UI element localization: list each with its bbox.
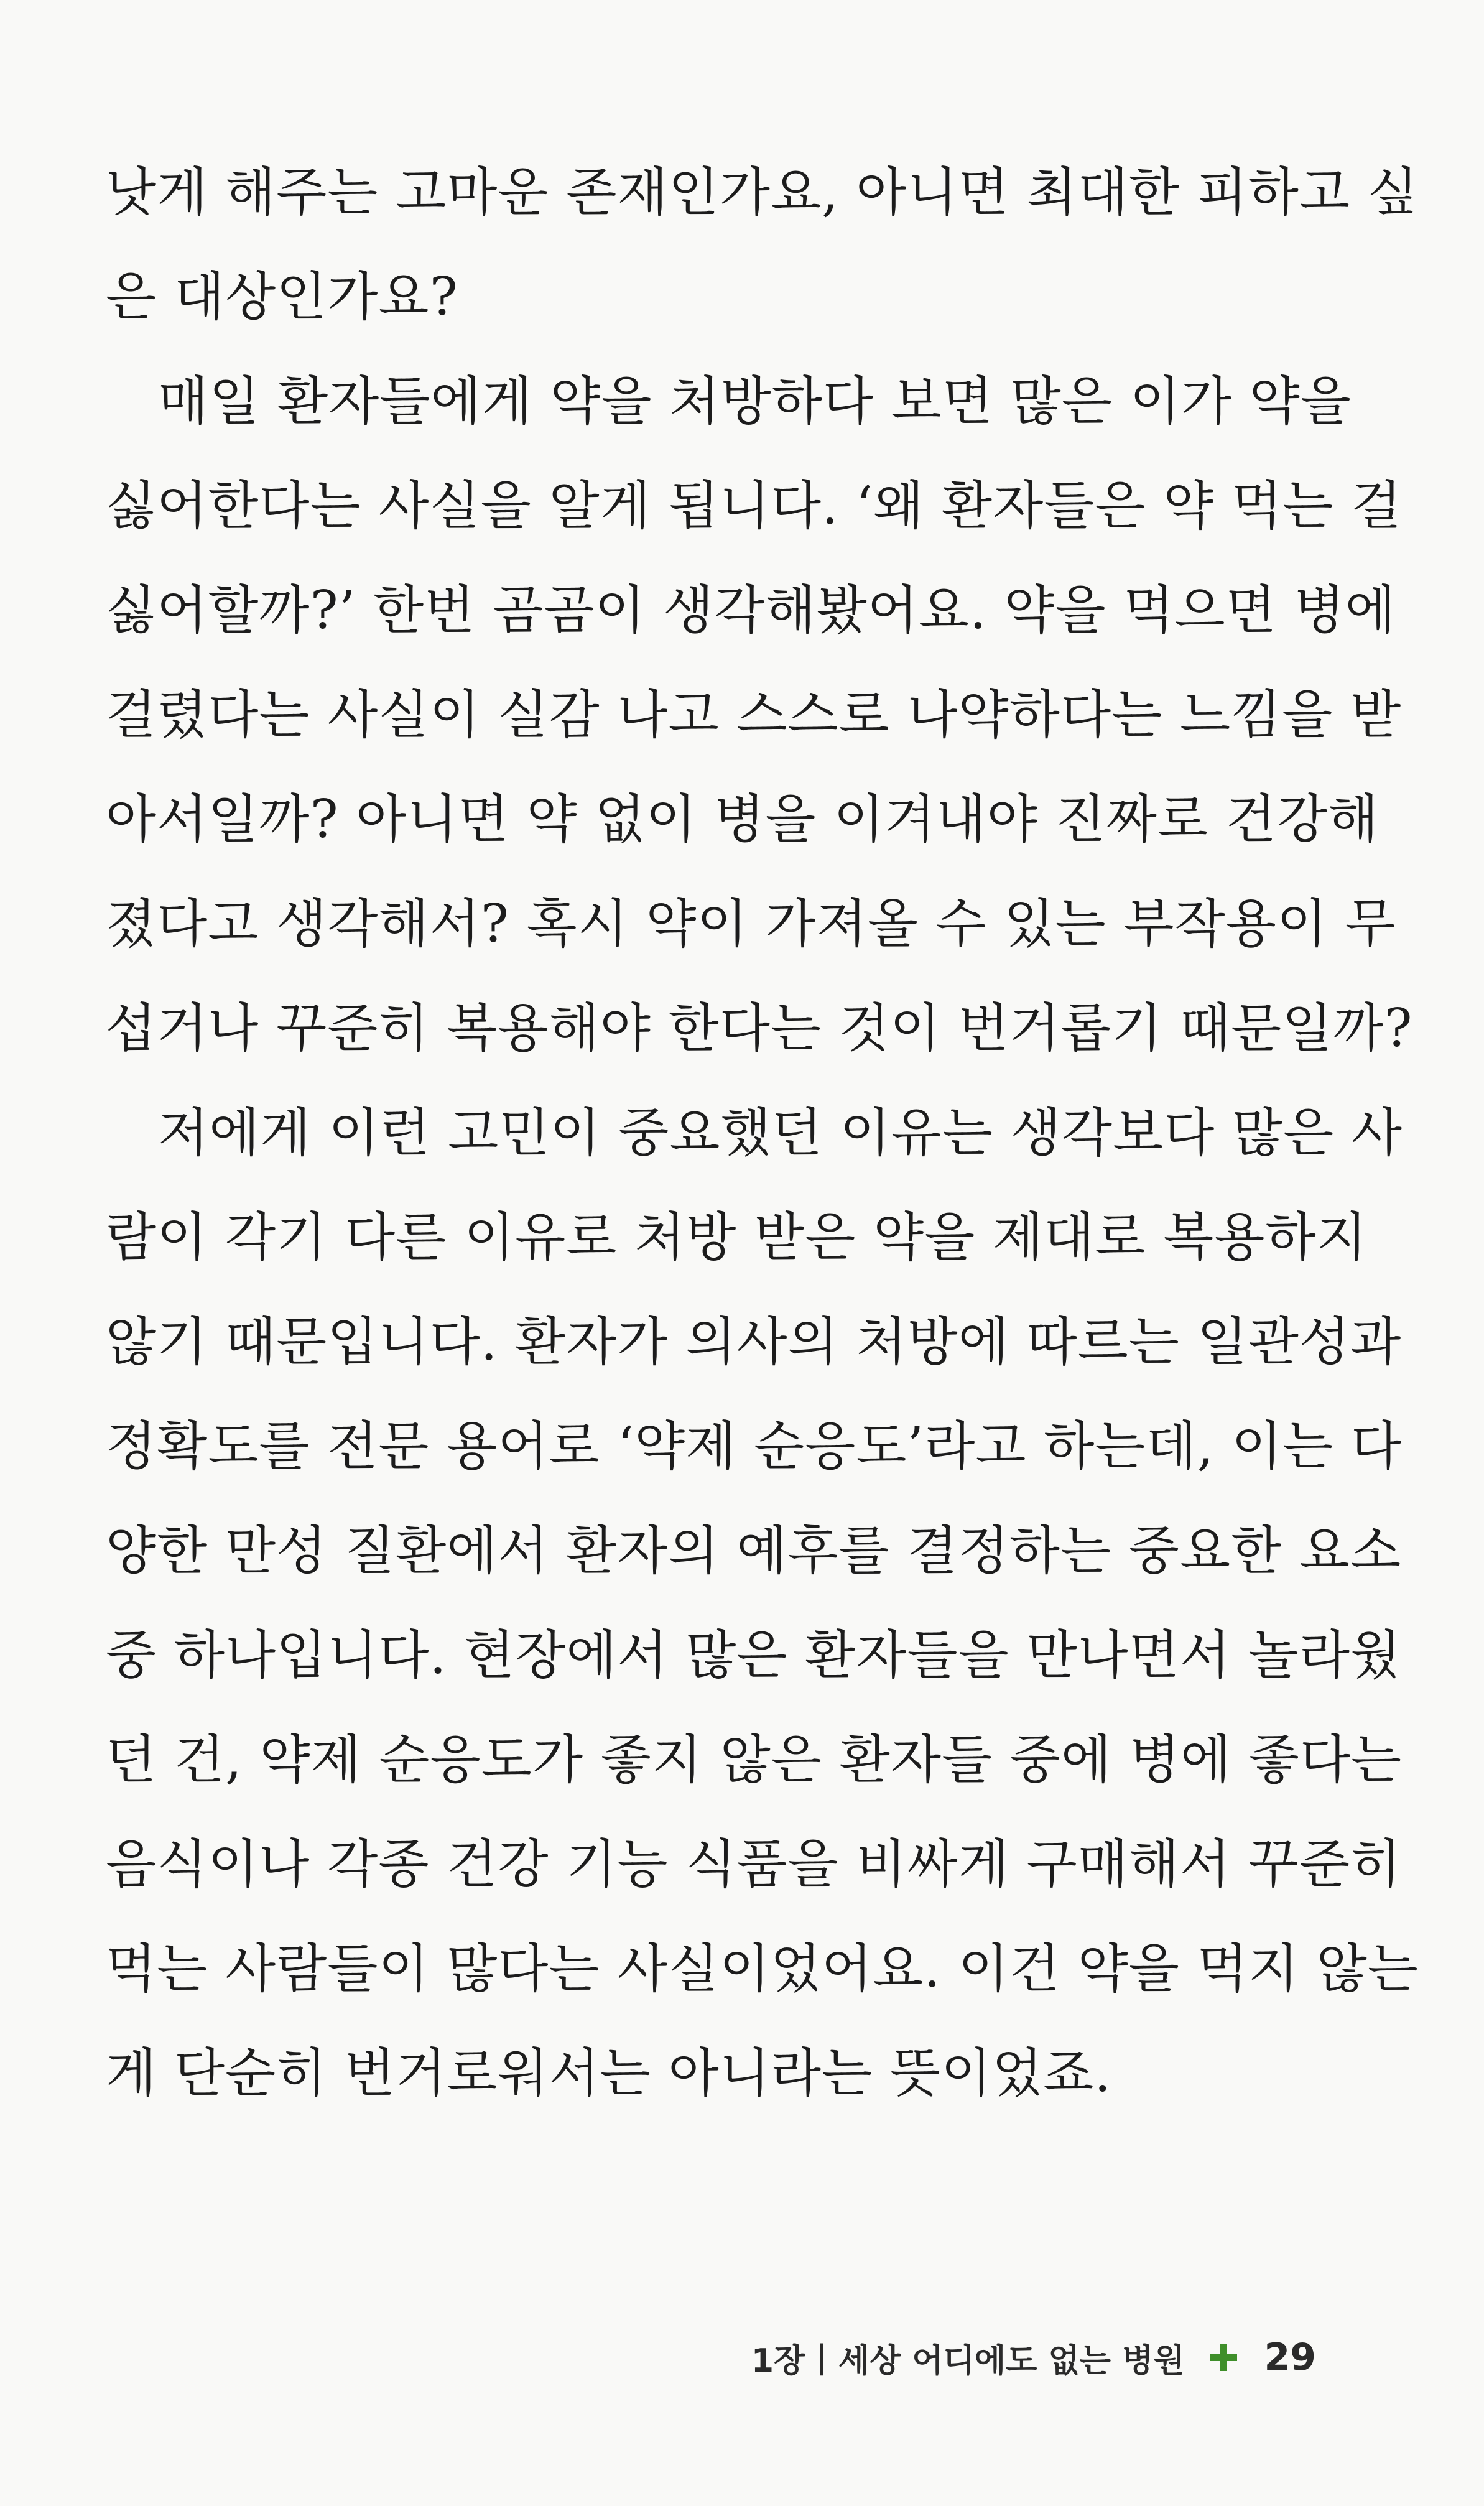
text-line: 저에게 이런 고민이 중요했던 이유는 생각보다 많은 사 [158, 1102, 1403, 1163]
text-line: 중 하나입니다. 현장에서 많은 환자들을 만나면서 놀라웠 [106, 1625, 1402, 1686]
text-line: 정확도를 전문 용어로 ‘약제 순응도’라고 하는데, 이는 다 [106, 1416, 1403, 1477]
text-line: 않기 때문입니다. 환자가 의사의 처방에 따르는 일관성과 [106, 1311, 1402, 1372]
text-line: 걸렸다는 사실이 실감 나고 스스로 나약하다는 느낌을 받 [106, 684, 1402, 745]
page-footer [751, 2327, 1316, 2387]
text-line: 싫어할까?’ 한번 곰곰이 생각해봤어요. 약을 먹으면 병에 [106, 580, 1396, 641]
text-line: 은 대상인가요? [106, 266, 458, 327]
text-line: 게 단순히 번거로워서는 아니라는 뜻이었죠. [106, 2043, 1112, 2104]
chapter-label: 1장 [751, 2342, 805, 2380]
text-line: 매일 환자들에게 약을 처방하다 보면 많은 이가 약을 [158, 371, 1352, 432]
text-line: 낫게 해주는 고마운 존재인가요, 아니면 최대한 피하고 싶 [106, 162, 1419, 223]
footer-separator: | [816, 2339, 827, 2376]
page-number: 29 [1264, 2336, 1316, 2379]
text-line: 양한 만성 질환에서 환자의 예후를 결정하는 중요한 요소 [106, 1520, 1402, 1581]
text-line: 던 건, 약제 순응도가 좋지 않은 환자들 중에 병에 좋다는 [106, 1729, 1403, 1790]
text-line: 아서일까? 아니면 약 없이 병을 이겨내야 진짜로 건강해 [106, 789, 1380, 850]
text-line: 먹는 사람들이 많다는 사실이었어요. 이건 약을 먹지 않는 [106, 1938, 1419, 1999]
text-line: 음식이나 각종 건강 기능 식품을 비싸게 구매해서 꾸준히 [106, 1834, 1402, 1895]
chapter-title: 세상 어디에도 없는 병원 [838, 2342, 1185, 2380]
page-body-text [106, 140, 1419, 2125]
text-line: 졌다고 생각해서? 혹시 약이 가져올 수 있는 부작용이 무 [106, 893, 1396, 954]
text-line: 섭거나 꾸준히 복용해야 한다는 것이 번거롭기 때문일까? [106, 998, 1413, 1059]
plus-icon [1210, 2344, 1237, 2371]
text-line: 람이 각기 다른 이유로 처방 받은 약을 제대로 복용하지 [106, 1207, 1368, 1268]
text-line: 싫어한다는 사실을 알게 됩니다. ‘왜 환자들은 약 먹는 걸 [106, 475, 1403, 536]
